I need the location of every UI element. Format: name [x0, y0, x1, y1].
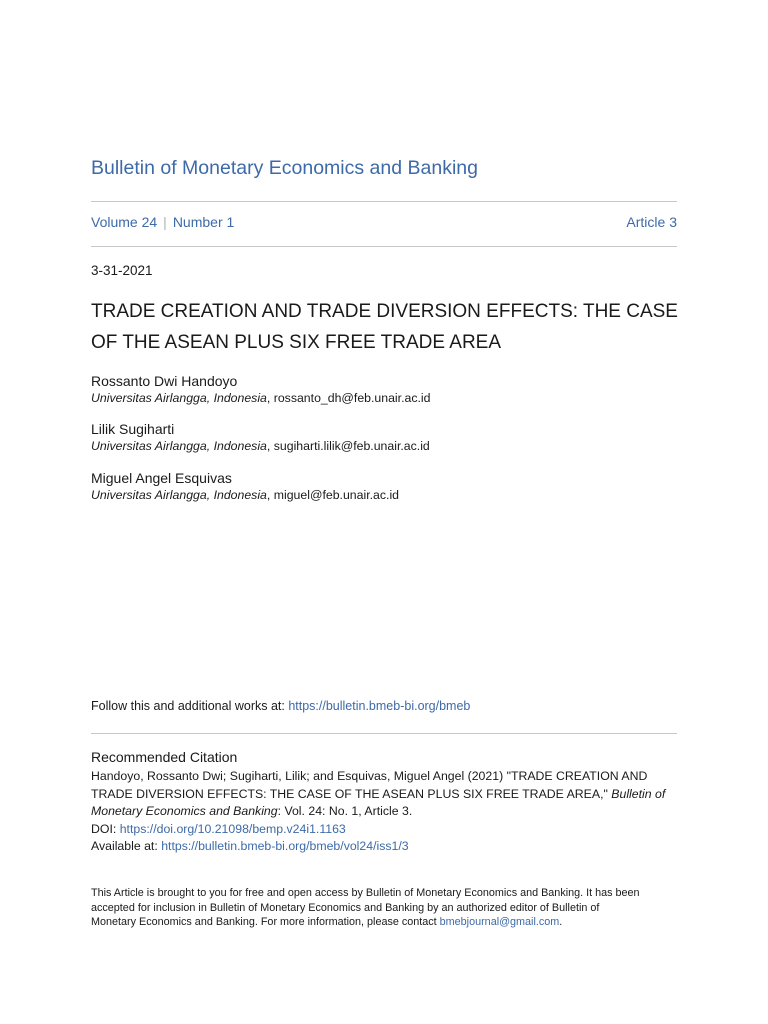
divider: [91, 733, 677, 734]
article-title: [91, 296, 677, 358]
article-title-line: TRADE CREATION AND TRADE DIVERSION EFFECTS: THE CASE: [91, 301, 678, 322]
author-affiliation: [91, 438, 430, 454]
citation-heading: Recommended Citation: [91, 749, 238, 765]
citation-text: TRADE DIVERSION EFFECTS: THE CASE OF THE ASEAN PLUS SIX FREE TRADE AREA,": [91, 786, 612, 801]
separator: |: [163, 214, 167, 230]
article-title-line: OF THE ASEAN PLUS SIX FREE TRADE AREA: [91, 332, 502, 353]
doi-line: [91, 821, 677, 839]
collection-link[interactable]: https://bulletin.bmeb-bi.org/bmeb: [288, 699, 471, 713]
divider: [91, 246, 677, 247]
author-email: , miguel@feb.unair.ac.id: [266, 488, 400, 502]
number-link[interactable]: Number 1: [172, 214, 235, 230]
journal-name-italic: Bulletin of: [611, 786, 666, 801]
author-block: [91, 372, 430, 406]
notice-end: .: [559, 916, 563, 929]
doi-label: DOI:: [91, 821, 120, 836]
follow-works: [91, 699, 470, 713]
author-block: [91, 420, 430, 454]
author-email: , sugiharti.lilik@feb.unair.ac.id: [266, 439, 430, 453]
available-label: Available at:: [91, 839, 162, 854]
issue-nav: [91, 214, 677, 230]
notice-line: [91, 915, 677, 930]
access-notice: [91, 886, 677, 930]
author-name: Lilik Sugiharti: [91, 421, 175, 437]
citation-body: [91, 768, 677, 856]
citation-text: : Vol. 24: No. 1, Article 3.: [277, 804, 413, 819]
affiliation-name: Universitas Airlangga, Indonesia: [91, 439, 267, 453]
follow-text: Follow this and additional works at:: [91, 699, 289, 713]
contact-email-link[interactable]: bmebjournal@gmail.com: [439, 916, 560, 929]
affiliation-name: Universitas Airlangga, Indonesia: [91, 488, 267, 502]
notice-line: accepted for inclusion in Bulletin of Monetary Economics and Banking by an authorized editor of Bulletin of: [91, 901, 600, 914]
author-affiliation: [91, 487, 399, 503]
author-name: Miguel Angel Esquivas: [91, 470, 232, 486]
author-email: , rossanto_dh@feb.unair.ac.id: [266, 391, 431, 405]
citation-line: [91, 803, 677, 821]
journal-name-italic: Monetary Economics and Banking: [91, 804, 278, 819]
article-link[interactable]: Article 3: [626, 214, 677, 230]
divider: [91, 201, 677, 202]
notice-text: Monetary Economics and Banking. For more information, please contact: [91, 916, 440, 929]
author-name: Rossanto Dwi Handoyo: [91, 373, 238, 389]
author-affiliation: [91, 390, 430, 406]
article-url-link[interactable]: https://bulletin.bmeb-bi.org/bmeb/vol24/iss1/3: [161, 839, 409, 854]
author-block: [91, 469, 399, 503]
affiliation-name: Universitas Airlangga, Indonesia: [91, 391, 267, 405]
notice-line: This Article is brought to you for free and open access by Bulletin of Monetary Economics and Banking. It has been: [91, 887, 640, 899]
volume-link[interactable]: Volume 24: [91, 214, 158, 230]
doi-link[interactable]: https://doi.org/10.21098/bemp.v24i1.1163: [119, 821, 346, 836]
citation-line: Handoyo, Rossanto Dwi; Sugiharti, Lilik; and Esquivas, Miguel Angel (2021) "TRADE CREATION AND: [91, 769, 648, 783]
available-line: [91, 838, 677, 856]
citation-line: [91, 786, 677, 804]
journal-title-link[interactable]: Bulletin of Monetary Economics and Banking: [91, 157, 478, 179]
publication-date: 3-31-2021: [91, 263, 153, 278]
